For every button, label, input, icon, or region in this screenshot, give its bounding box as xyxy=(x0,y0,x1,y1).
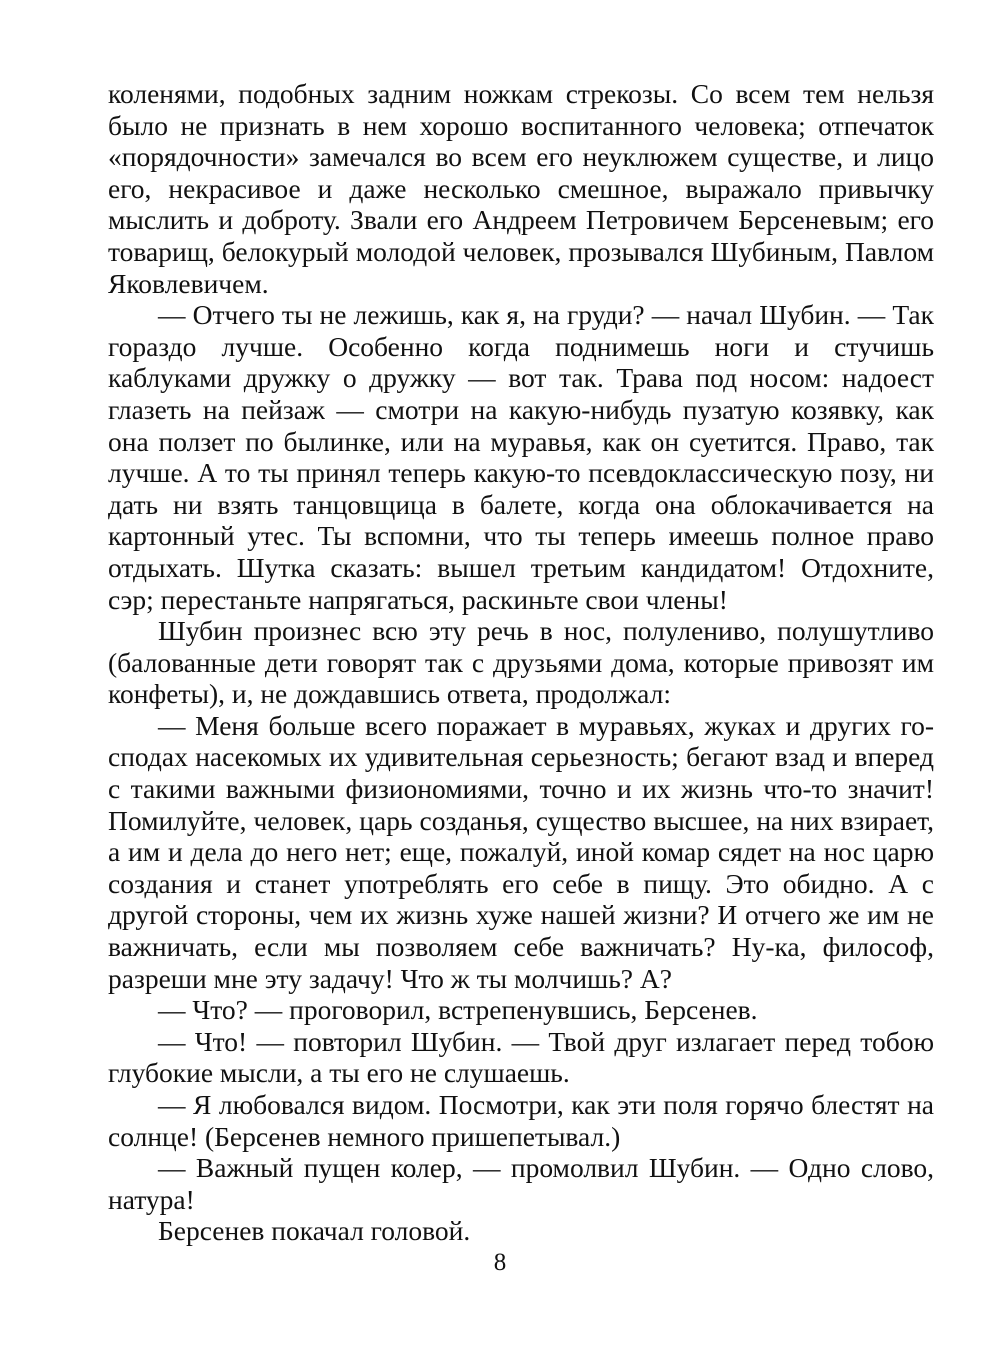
paragraph-5: — Что? — проговорил, встрепенувшись, Берсенев. xyxy=(158,994,758,1026)
paragraph-7: — Я любовался видом. Посмотри, как эти поля горячо блестят на солнце! (Берсенев немного пришепетывал.) xyxy=(108,1089,934,1152)
paragraph-2: — Отчего ты не лежишь, как я, на груди? — начал Шубин. — Так гораздо лучше. Особенно когда поднимешь ноги и стучишь каблуками дружку о дружку — вот так. Трава под носом: надоест глазеть на пейзаж — смотри на какую-нибудь пузатую козявку, как она ползет по былинке, или на муравья, как он суетится. Право, так лучше. А то ты принял теперь какую-то псевдоклассическую позу, ни дать ни взять танцовщица в балете, когда она облокачивается на картонный утес. Ты вспомни, что ты теперь имеешь полное право отдыхать. Шутка сказать: вышел третьим кандидатом! Отдохните, сэр; перестаньте напрягаться, раскиньте свои члены! xyxy=(108,299,934,615)
body-text xyxy=(108,78,934,1247)
paragraph-8: — Важный пущен колер, — промолвил Шубин. — Одно слово, натура! xyxy=(108,1152,934,1215)
paragraph-6: — Что! — повторил Шубин. — Твой друг излагает перед тобою глубокие мысли, а ты его не слушаешь. xyxy=(108,1025,934,1089)
paragraph-3: Шубин произнес всю эту речь в нос, полулениво, полушутливо (балованные дети говорят так с друзьями дома, которые привозят им конфеты), и, не дождавшись ответа, продолжал: xyxy=(108,615,934,710)
page-number: 8 xyxy=(493,1249,507,1276)
paragraph-4: — Меня больше всего поражает в муравьях, жуках и других господах насекомых их удивительная серьезность; бегают взад и вперед с такими важными физиономиями, точно и их жизнь что-то значит! Помилуйте, человек, царь созданья, существо высшее, на них взирает, а им и дела до него нет; еще, пожалуй, иной комар сядет на нос царю создания и станет употреблять его себе в пищу. Это обидно. А с другой стороны, чем их жизнь хуже нашей жизни? И отчего же им не важничать, если мы позволяем себе важничать? Ну-ка, философ, разреши мне эту задачу! Что ж ты молчишь? А? xyxy=(108,709,934,994)
paragraph-9: Берсенев покачал головой. xyxy=(158,1215,471,1247)
paragraph-1: коленями, подобных задним ножкам стрекозы. Со всем тем нельзя было не признать в нем хорошо воспитанного человека; отпечаток «порядочности» замечался во всем его неуклюжем существе, и лицо его, некрасивое и даже несколько смешное, выражало привычку мыслить и доброту. Звали его Андреем Петровичем Берсеневым; его товарищ, белокурый молодой человек, прозывался Шубиным, Павлом Яковлевичем. xyxy=(108,78,934,299)
